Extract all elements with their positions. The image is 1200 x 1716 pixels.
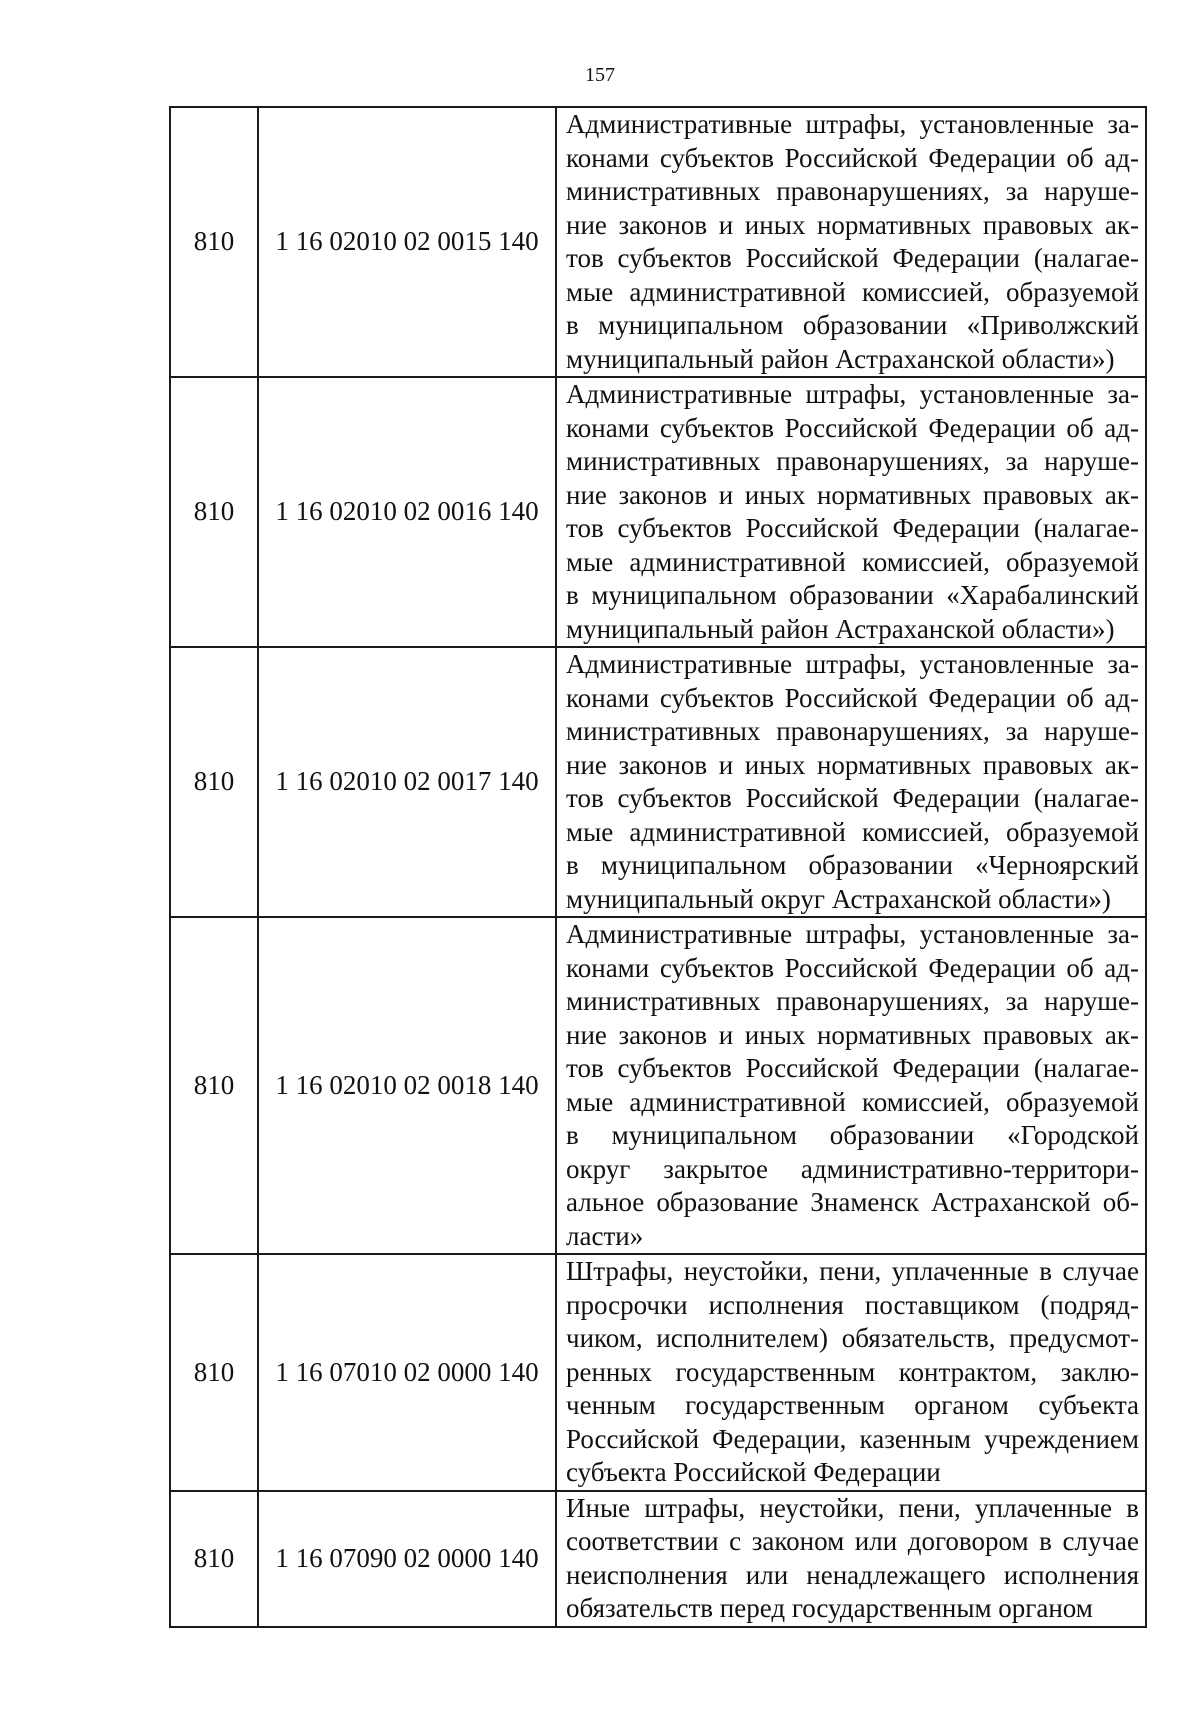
description-line: министративных правонарушениях, за наруше- <box>566 446 1139 476</box>
admin-code-cell: 810 <box>170 377 258 647</box>
description-line: тов субъектов Российской Федерации (налагае- <box>566 1053 1139 1083</box>
description-line: министративных правонарушениях, за наруше- <box>566 176 1139 206</box>
description-line: конами субъектов Российской Федерации об ад- <box>566 412 1139 443</box>
description-line: обязательств перед государственным органом <box>566 1593 1093 1623</box>
table-row <box>170 107 1146 377</box>
description-line: конами субъектов Российской Федерации об ад- <box>566 952 1139 983</box>
description-line: ласти» <box>566 1220 644 1251</box>
admin-code-cell: 810 <box>170 107 258 377</box>
description-cell <box>556 647 1146 917</box>
description-line: неисполнения или ненадлежащего исполнения <box>566 1559 1139 1590</box>
description-cell <box>556 917 1146 1254</box>
admin-code-cell: 810 <box>170 1491 258 1627</box>
description-line: тов субъектов Российской Федерации (налагае- <box>566 243 1139 273</box>
table-row <box>170 917 1146 1254</box>
table-body <box>170 107 1146 1627</box>
admin-code-cell: 810 <box>170 1254 258 1491</box>
kbk-code-cell: 1 16 07010 02 0000 140 <box>258 1254 556 1491</box>
table-row <box>170 1491 1146 1627</box>
description-line: ние законов и иных нормативных правовых ак- <box>566 1019 1139 1050</box>
admin-code-cell: 810 <box>170 917 258 1254</box>
description-line: конами субъектов Российской Федерации об ад- <box>566 142 1139 173</box>
description-line: в муниципальном образовании «Приволжский <box>566 310 1139 340</box>
description-line: конами субъектов Российской Федерации об ад- <box>566 682 1139 713</box>
description-cell <box>556 377 1146 647</box>
description-line: мые административной комиссией, образуемой <box>566 1086 1139 1117</box>
description-line: ренных государственным контрактом, заклю- <box>566 1356 1139 1387</box>
kbk-code-cell: 1 16 02010 02 0017 140 <box>258 647 556 917</box>
kbk-code-cell: 1 16 07090 02 0000 140 <box>258 1491 556 1627</box>
description-line: Административные штрафы, установленные за- <box>566 379 1139 409</box>
description-line: муниципальный район Астраханской области») <box>566 343 1115 374</box>
description-line: альное образование Знаменск Астраханской об- <box>566 1187 1139 1217</box>
kbk-code-cell: 1 16 02010 02 0018 140 <box>258 917 556 1254</box>
description-line: мые административной комиссией, образуемой <box>566 546 1139 577</box>
description-line: Штрафы, неустойки, пени, уплаченные в случае <box>566 1256 1139 1286</box>
description-line: округ закрытое административно-территори- <box>566 1153 1139 1184</box>
description-line: Иные штрафы, неустойки, пени, уплаченные в <box>566 1492 1139 1523</box>
description-line: в муниципальном образовании «Харабалинский <box>566 580 1139 610</box>
description-line: мые административной комиссией, образуемой <box>566 276 1139 307</box>
description-line: министративных правонарушениях, за наруше- <box>566 986 1139 1016</box>
description-line: ние законов и иных нормативных правовых ак- <box>566 479 1139 510</box>
description-line: в муниципальном образовании «Черноярский <box>566 850 1139 880</box>
budget-classification-table <box>169 106 1147 1628</box>
kbk-code-cell: 1 16 02010 02 0015 140 <box>258 107 556 377</box>
description-line: в муниципальном образовании «Городской <box>566 1120 1139 1150</box>
description-line: тов субъектов Российской Федерации (налагае- <box>566 513 1139 543</box>
admin-code-cell: 810 <box>170 647 258 917</box>
description-line: муниципальный округ Астраханской области») <box>566 883 1111 914</box>
table-row <box>170 377 1146 647</box>
description-line: мые административной комиссией, образуемой <box>566 816 1139 847</box>
description-line: просрочки исполнения поставщиком (подряд- <box>566 1289 1139 1320</box>
description-line: министративных правонарушениях, за наруше- <box>566 716 1139 746</box>
page-number: 157 <box>585 64 615 86</box>
description-cell <box>556 1254 1146 1491</box>
kbk-code-cell: 1 16 02010 02 0016 140 <box>258 377 556 647</box>
description-line: соответствии с законом или договором в случае <box>566 1526 1139 1556</box>
description-line: субъекта Российской Федерации <box>566 1457 941 1487</box>
description-line: ченным государственным органом субъекта <box>566 1390 1139 1420</box>
description-cell <box>556 1491 1146 1627</box>
description-cell <box>556 107 1146 377</box>
description-line: Российской Федерации, казенным учреждением <box>566 1423 1139 1454</box>
description-line: Административные штрафы, установленные за- <box>566 919 1139 949</box>
table-row <box>170 647 1146 917</box>
description-line: ние законов и иных нормативных правовых ак- <box>566 749 1139 780</box>
description-line: тов субъектов Российской Федерации (налагае- <box>566 783 1139 813</box>
description-line: Административные штрафы, установленные за- <box>566 109 1139 139</box>
description-line: ние законов и иных нормативных правовых ак- <box>566 209 1139 240</box>
table-row <box>170 1254 1146 1491</box>
description-line: чиком, исполнителем) обязательств, предусмот- <box>566 1323 1139 1353</box>
description-line: муниципальный район Астраханской области») <box>566 613 1115 644</box>
description-line: Административные штрафы, установленные за- <box>566 649 1139 679</box>
